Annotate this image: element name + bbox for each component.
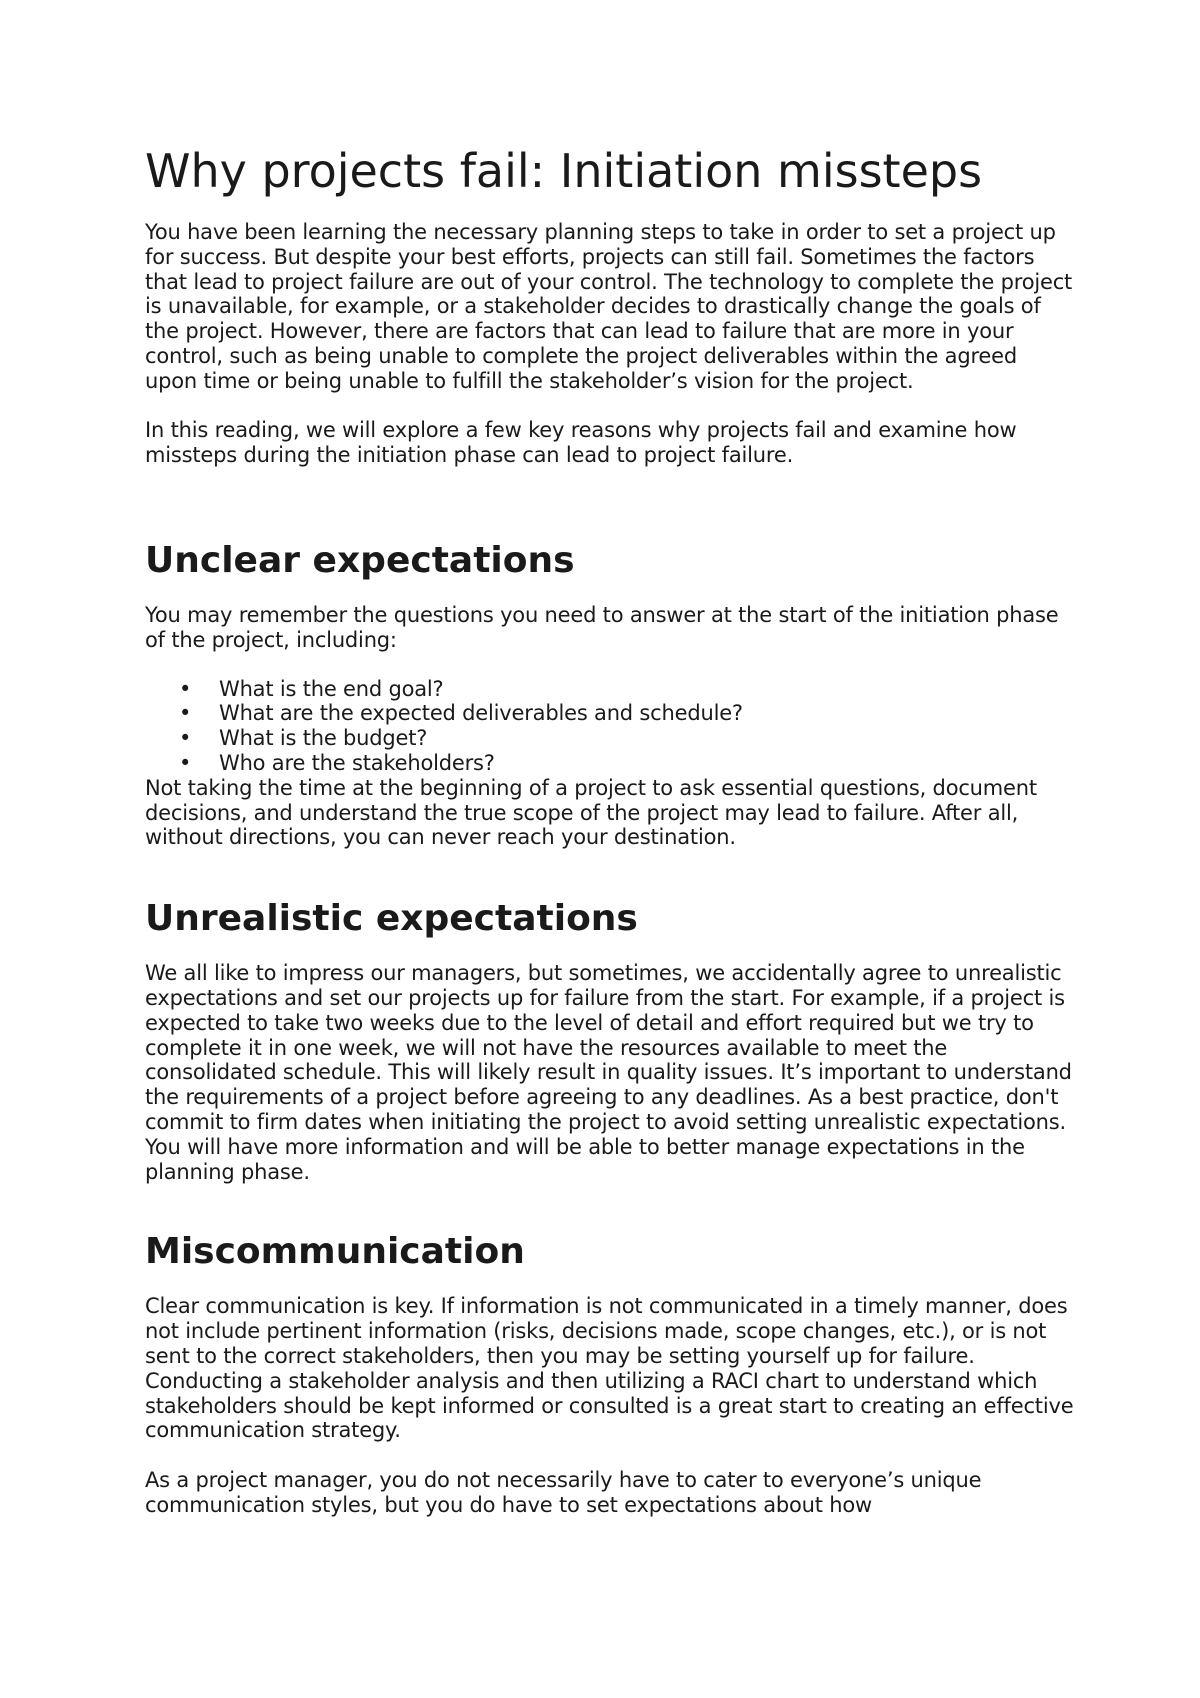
document-page bbox=[145, 138, 1075, 1517]
list-item bbox=[145, 701, 1075, 726]
section-heading-unclear-expectations: Unclear expectations bbox=[145, 539, 575, 581]
list-item bbox=[145, 726, 1075, 751]
list-item-text: What is the end goal? bbox=[219, 676, 444, 701]
initiation-questions-list bbox=[145, 677, 1075, 776]
list-item-text: What is the budget? bbox=[219, 726, 428, 751]
miscommunication-paragraph-2: As a project manager, you do not necessarily have to cater to everyone’s unique communication styles, but you do have to set expectations about how bbox=[145, 1467, 982, 1517]
section-heading-unrealistic-expectations: Unrealistic expectations bbox=[145, 898, 638, 940]
miscommunication-paragraph-1: Clear communication is key. If information is not communicated in a timely manner, does not include pertinent information (risks, decisions made, scope changes, etc.), or is not sent to the correct stakeholders, then you may be setting yourself up for failure. Conducting a stakeholder analysis and then utilizing a RACI chart to understand which stakeholders should be kept informed or consulted is a great start to creating an effective communication strategy. bbox=[145, 1294, 1074, 1443]
list-item-text: What are the expected deliverables and schedule? bbox=[219, 701, 743, 726]
unclear-closing-paragraph: Not taking the time at the beginning of a project to ask essential questions, document decisions, and understand the true scope of the project may lead to failure. After all, without directions, you can never reach your destination. bbox=[145, 775, 1037, 850]
unrealistic-body-paragraph: We all like to impress our managers, but sometimes, we accidentally agree to unrealistic expectations and set our projects up for failure from the start. For example, if a project is expected to take two weeks due to the level of detail and effort required but we try to complete it in one week, we will not have the resources available to meet the consolidated schedule. This will likely result in quality issues. It’s important to understand the requirements of a project before agreeing to any deadlines. As a best practice, don't commit to firm dates when initiating the project to avoid setting unrealistic expectations. You will have more information and will be able to better manage expectations in the planning phase. bbox=[145, 961, 1072, 1184]
list-item-text: Who are the stakeholders? bbox=[219, 750, 495, 775]
bullet-icon: • bbox=[179, 701, 192, 726]
bullet-icon: • bbox=[179, 676, 192, 701]
intro-paragraph-1: You have been learning the necessary planning steps to take in order to set a project up for success. But despite your best efforts, projects can still fail. Sometimes the factors that lead to project failure are out of your control. The technology to complete the project is unavailable, for example, or a stakeholder decides to drastically change the goals of the project. However, there are factors that can lead to failure that are more in your control, such as being unable to complete the project deliverables within the agreed upon time or being unable to fulfill the stakeholder’s vision for the project. bbox=[145, 220, 1073, 393]
list-item bbox=[145, 751, 1075, 776]
document-title: Why projects fail: Initiation missteps bbox=[145, 144, 983, 198]
unclear-lead-paragraph: You may remember the questions you need to answer at the start of the initiation phase of the project, including: bbox=[145, 602, 1059, 652]
list-item bbox=[145, 677, 1075, 702]
section-heading-miscommunication: Miscommunication bbox=[145, 1231, 525, 1273]
intro-paragraph-2: In this reading, we will explore a few key reasons why projects fail and examine how missteps during the initiation phase can lead to project failure. bbox=[145, 418, 1017, 468]
bullet-icon: • bbox=[179, 750, 192, 775]
bullet-icon: • bbox=[179, 726, 192, 751]
